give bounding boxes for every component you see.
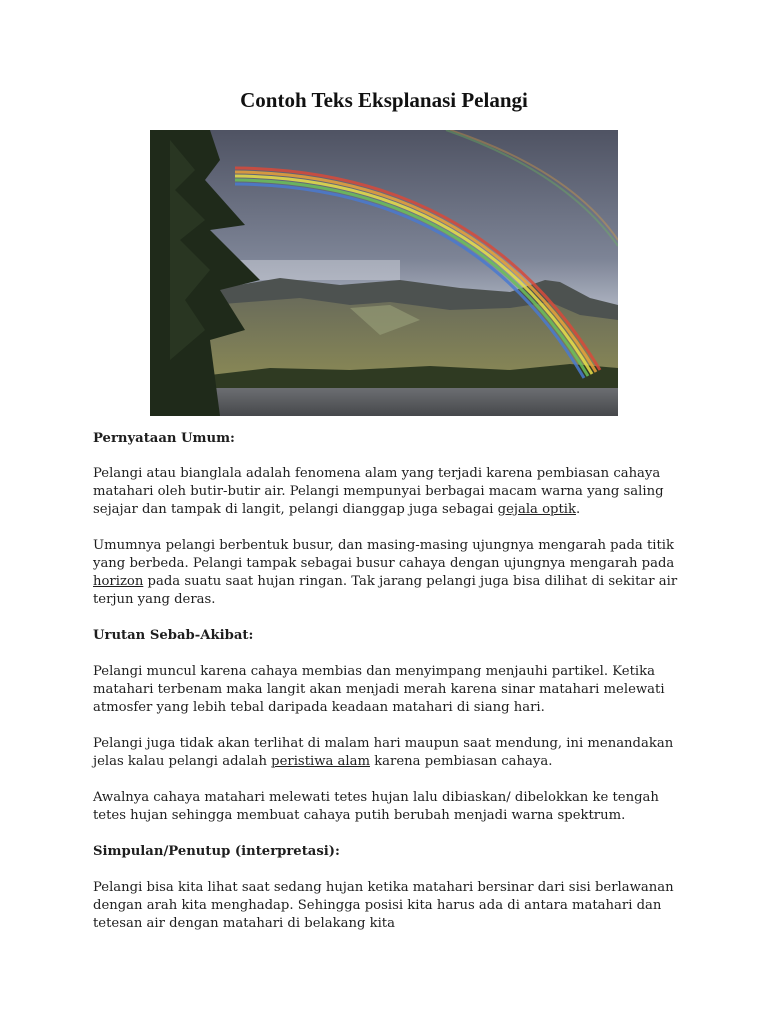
rainbow-photo <box>150 130 618 416</box>
paragraph-2-text: Umumnya pelangi berbentuk busur, dan masing-masing ujungnya mengarah pada titik yang berbeda. Pelangi tampak sebagai busur cahaya dengan ujungnya mengarah pada <box>93 538 675 571</box>
link-gejala-optik[interactable]: gejala optik <box>497 502 576 517</box>
paragraph-2-end: pada suatu saat hujan ringan. Tak jarang pelangi juga bisa dilihat di sekitar air terjun yang deras. <box>93 574 678 607</box>
paragraph-3: Pelangi muncul karena cahaya membias dan menyimpang menjauhi partikel. Ketika matahari terbenam maka langit akan menjadi merah karena sinar matahari melewati atmosfer yang lebih tebal daripada keadaan matahari di siang hari. <box>93 664 665 715</box>
document-body <box>93 430 683 933</box>
rainbow-landscape-image <box>150 130 618 416</box>
section-heading-pernyataan-umum: Pernyataan Umum: <box>93 431 235 446</box>
link-horizon[interactable]: horizon <box>93 574 144 589</box>
paragraph-1 <box>93 465 683 519</box>
document-title: Contoh Teks Eksplanasi Pelangi <box>240 88 528 112</box>
paragraph-2 <box>93 537 683 609</box>
link-peristiwa-alam[interactable]: peristiwa alam <box>271 754 370 769</box>
section-heading-urutan-sebab-akibat: Urutan Sebab-Akibat: <box>93 628 254 643</box>
paragraph-1-text: Pelangi atau bianglala adalah fenomena alam yang terjadi karena pembiasan cahaya matahari oleh butir-butir air. Pelangi mempunyai berbagai macam warna yang saling sejajar dan tampak di langit, pelangi dianggap juga sebagai <box>93 466 664 517</box>
paragraph-4-text: Pelangi juga tidak akan terlihat di malam hari maupun saat mendung, ini menandakan jelas kalau pelangi adalah <box>93 736 674 769</box>
section-heading-simpulan: Simpulan/Penutup (interpretasi): <box>93 844 340 859</box>
paragraph-4-end: karena pembiasan cahaya. <box>370 754 553 769</box>
paragraph-1-end: . <box>575 502 581 517</box>
paragraph-6: Pelangi bisa kita lihat saat sedang hujan ketika matahari bersinar dari sisi berlawanan dengan arah kita menghadap. Sehingga posisi kita harus ada di antara matahari dan tetesan air dengan matahari di belakang kita <box>93 880 674 931</box>
paragraph-5: Awalnya cahaya matahari melewati tetes hujan lalu dibiaskan/ dibelokkan ke tengah tetes hujan sehingga membuat cahaya putih berubah menjadi warna spektrum. <box>93 790 659 823</box>
paragraph-4 <box>93 735 683 771</box>
